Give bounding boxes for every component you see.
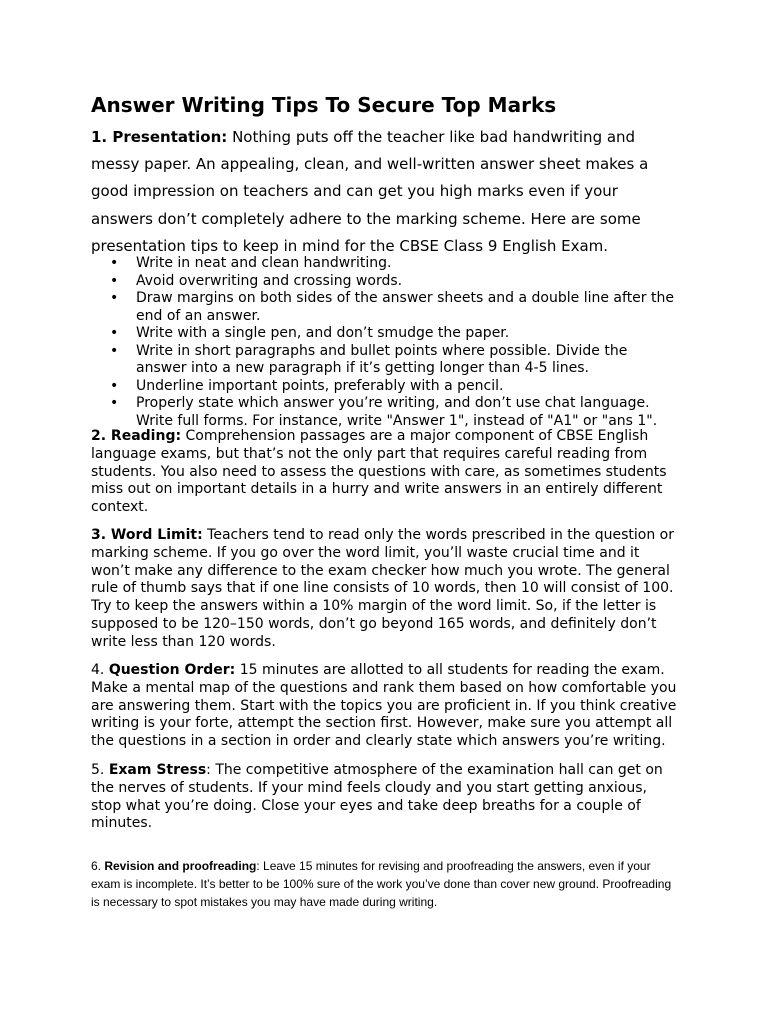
list-item-text: Underline important points, preferably with a pencil. bbox=[136, 377, 504, 394]
section-word-limit-heading: 3. Word Limit: bbox=[91, 527, 203, 543]
section-revision bbox=[91, 857, 681, 911]
bullet-icon: • bbox=[110, 342, 119, 359]
list-item bbox=[91, 290, 681, 325]
section-revision-number: 6. bbox=[91, 859, 105, 873]
bullet-icon: • bbox=[110, 255, 119, 271]
bullet-icon: • bbox=[110, 325, 119, 341]
section-question-order-number: 4. bbox=[91, 662, 109, 678]
section-exam-stress bbox=[91, 762, 681, 833]
presentation-tips-list bbox=[91, 255, 681, 430]
bullet-icon: • bbox=[110, 395, 119, 411]
list-item-text: Draw margins on both sides of the answer sheets and a double line after the end of an answer. bbox=[136, 290, 674, 324]
bullet-icon: • bbox=[110, 272, 119, 289]
page-title: Answer Writing Tips To Secure Top Marks bbox=[91, 93, 557, 117]
list-item bbox=[91, 378, 681, 396]
list-item bbox=[91, 325, 681, 343]
section-question-order bbox=[91, 662, 681, 751]
bullet-icon: • bbox=[110, 290, 119, 306]
section-revision-text: : Leave 15 minutes for revising and proofreading the answers, even if your exam is incomplete. It’s better to be 100% sure of the work you’ve done than cover new ground. Proofreading is necessary to spot mistakes you may have made during writing. bbox=[91, 859, 672, 909]
list-item bbox=[91, 255, 681, 273]
section-reading-text: Comprehension passages are a major component of CBSE English language exams, but that’s not the only part that requires careful reading from students. You also need to assess the questions with care, as sometimes students miss out on important details in a hurry and write answers in an entirely different context. bbox=[91, 428, 667, 516]
section-reading-heading: 2. Reading: bbox=[91, 428, 182, 444]
section-reading bbox=[91, 428, 681, 517]
section-exam-stress-heading: Exam Stress bbox=[108, 762, 207, 778]
section-exam-stress-number: 5. bbox=[91, 762, 109, 778]
list-item-text: Write in neat and clean handwriting. bbox=[136, 255, 392, 271]
section-word-limit bbox=[91, 527, 681, 652]
list-item bbox=[91, 273, 681, 291]
list-item bbox=[91, 395, 681, 430]
section-question-order-text: 15 minutes are allotted to all students for reading the exam. Make a mental map of the questions and rank them based on how comfortable you are answering them. Start with the topics you are proficient in. If you think creative writing is your forte, attempt the section first. However, make sure you attempt all the questions in a section in order and clearly state which answers you’re writing. bbox=[91, 662, 677, 750]
section-question-order-heading: Question Order: bbox=[108, 662, 236, 678]
section-presentation bbox=[91, 124, 681, 260]
list-item-text: Avoid overwriting and crossing words. bbox=[136, 272, 403, 289]
list-item bbox=[91, 343, 681, 378]
list-item-text: Properly state which answer you’re writing, and don’t use chat language. Write full forms. For instance, write "Answer 1", instead of "A1" or "ans 1". bbox=[136, 395, 658, 429]
section-revision-heading: Revision and proofreading bbox=[104, 859, 257, 873]
section-word-limit-text: Teachers tend to read only the words prescribed in the question or marking scheme. If you go over the word limit, you’ll waste crucial time and it won’t make any difference to the exam checker how much you wrote. The general rule of thumb says that if one line consists of 10 words, then 10 will consist of 100. Try to keep the answers within a 10% margin of the word limit. So, if the letter is supposed to be 120–150 words, don’t go beyond 165 words, and definitely don’t write less than 120 words. bbox=[91, 527, 674, 650]
list-item-text: Write in short paragraphs and bullet points where possible. Divide the answer into a new paragraph if it’s getting longer than 4-5 lines. bbox=[136, 342, 628, 376]
section-presentation-heading: 1. Presentation: bbox=[91, 128, 228, 146]
section-exam-stress-text: : The competitive atmosphere of the examination hall can get on the nerves of students. If your mind feels cloudy and you start getting anxious, stop what you’re doing. Close your eyes and take deep breaths for a couple of minutes. bbox=[91, 762, 663, 832]
section-presentation-text: Nothing puts off the teacher like bad handwriting and messy paper. An appealing, clean, and well-written answer sheet makes a good impression on teachers and can get you high marks even if your answers don’t completely adhere to the marking scheme. Here are some presentation tips to keep in mind for the CBSE Class 9 English Exam. bbox=[91, 128, 649, 255]
bullet-icon: • bbox=[110, 377, 119, 394]
list-item-text: Write with a single pen, and don’t smudge the paper. bbox=[136, 325, 510, 341]
